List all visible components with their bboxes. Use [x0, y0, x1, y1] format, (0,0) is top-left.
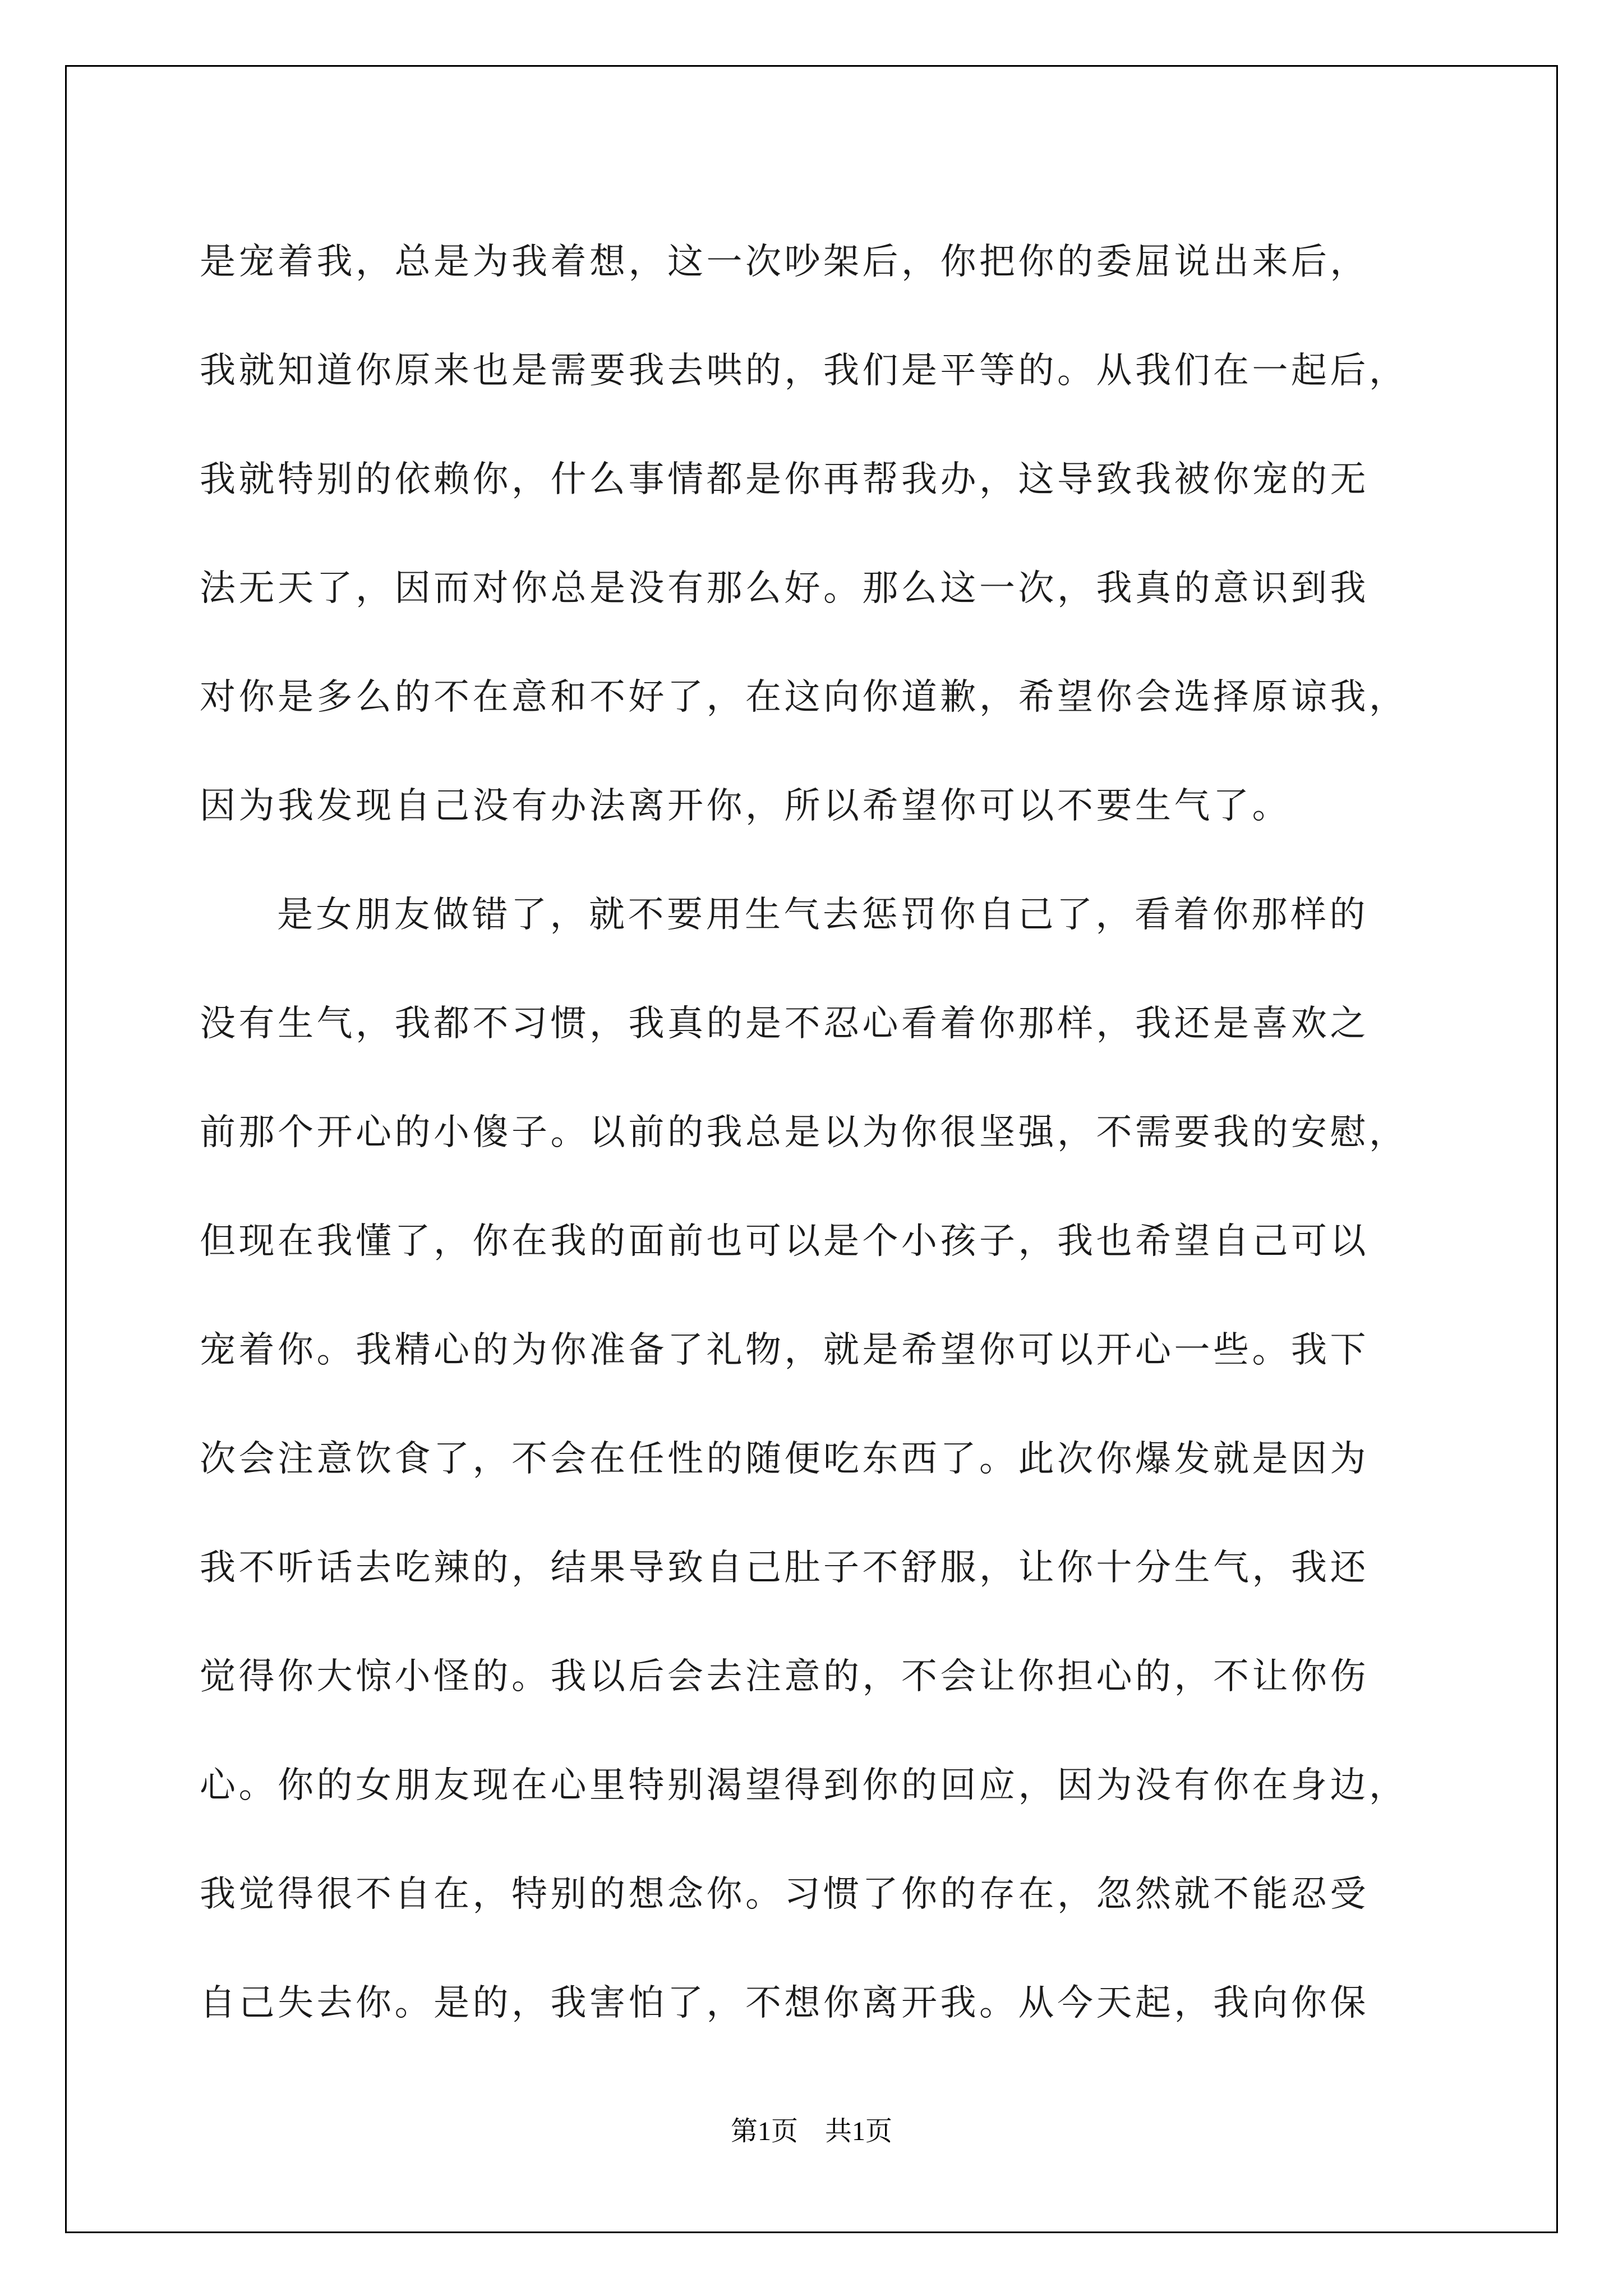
paragraph-start-line: 是女朋友做错了，就不要用生气去惩罚你自己了，看着你那样的	[277, 894, 1368, 936]
text-line: 我不听话去吃辣的，结果导致自己肚子不舒服，让你十分生气，我还	[200, 1547, 1369, 1589]
text-line: 没有生气，我都不习惯，我真的是不忍心看着你那样，我还是喜欢之	[200, 1003, 1369, 1045]
text-line: 宠着你。我精心的为你准备了礼物，就是希望你可以开心一些。我下	[200, 1329, 1369, 1371]
text-line: 因为我发现自己没有办法离开你，所以希望你可以不要生气了。	[200, 785, 1291, 827]
text-line: 法无天了，因而对你总是没有那么好。那么这一次，我真的意识到我	[200, 568, 1369, 609]
page-number: 第1页	[730, 2116, 798, 2146]
text-line: 我觉得很不自在，特别的想念你。习惯了你的存在，忽然就不能忍受	[200, 1874, 1369, 1915]
text-line: 我就特别的依赖你，什么事情都是你再帮我办，这导致我被你宠的无	[200, 459, 1369, 500]
page-total: 共1页	[825, 2116, 893, 2146]
text-line: 次会注意饮食了，不会在任性的随便吃东西了。此次你爆发就是因为	[200, 1438, 1369, 1480]
document-body	[200, 208, 1433, 2058]
text-line: 我就知道你原来也是需要我去哄的，我们是平等的。从我们在一起后，	[200, 350, 1408, 392]
text-line: 觉得你大惊小怪的。我以后会去注意的，不会让你担心的，不让你伤	[200, 1656, 1369, 1697]
text-line: 前那个开心的小傻子。以前的我总是以为你很坚强，不需要我的安慰，	[200, 1112, 1408, 1153]
text-line: 自己失去你。是的，我害怕了，不想你离开我。从今天起，我向你保	[200, 1982, 1369, 2024]
text-line: 心。你的女朋友现在心里特别渴望得到你的回应，因为没有你在身边，	[200, 1765, 1408, 1806]
text-line: 是宠着我，总是为我着想，这一次吵架后，你把你的委屈说出来后，	[200, 241, 1369, 283]
page-footer	[0, 2109, 1623, 2148]
text-line: 但现在我懂了，你在我的面前也可以是个小孩子，我也希望自己可以	[200, 1221, 1369, 1262]
text-line: 对你是多么的不在意和不好了，在这向你道歉，希望你会选择原谅我，	[200, 677, 1408, 718]
